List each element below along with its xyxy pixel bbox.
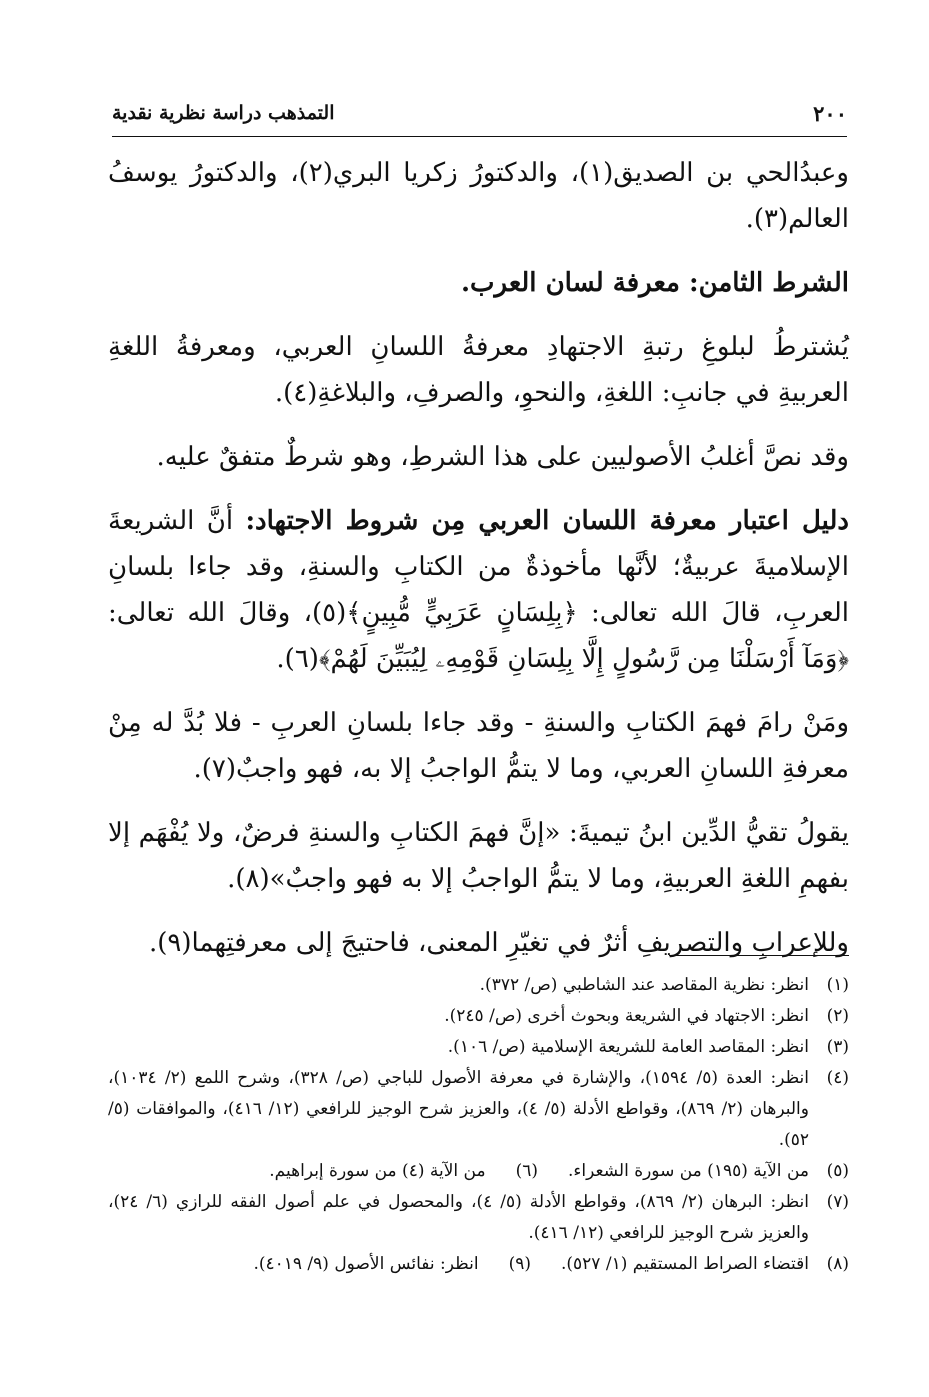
footnote-number: (٦) xyxy=(515,1161,539,1181)
footnote-text: انظر: نظرية المقاصد عند الشاطبي (ص/ ٣٧٢). xyxy=(479,975,809,995)
footnote-number: (٧) xyxy=(826,1192,849,1212)
footnote xyxy=(108,1187,849,1249)
footnote xyxy=(108,1001,849,1032)
footnote xyxy=(108,1032,849,1063)
footnote-text: انظر: الاجتهاد في الشريعة وبحوث أخرى (ص/ ٢٤٥). xyxy=(444,1006,809,1026)
paragraph-text: أنَّ الشريعةَ الإسلاميةَ عربيةٌ؛ لأنَّها مأخوذةٌ من الكتابِ والسنةِ، وقد جاءا بلسانِ العربِ، قالَ الله تعالى: ﴿بِلِسَانٍ عَرَبِيٍّ مُّبِينٍ﴾(٥)، وقالَ الله تعالى: ﴿وَمَآ أَرْسَلْنَا مِن رَّسُولٍ إِلَّا بِلِسَانِ قَوْمِهِۦ لِيُبَيِّنَ لَهُمْ﴾(٦). xyxy=(108,506,850,674)
section-heading: الشرط الثامن: معرفة لسان العرب. xyxy=(460,268,849,298)
footnote-pair xyxy=(269,1156,809,1187)
paragraph: ومَنْ رامَ فهمَ الكتابِ والسنةِ - وقد جاءا بلسانِ العربِ - فلا بُدَّ له مِنْ معرفةِ اللسانِ العربي، وما لا يتمُّ الواجبُ إلا به، فهو واجبٌ(٧). xyxy=(108,708,849,784)
footnote-text: انظر: المقاصد العامة للشريعة الإسلامية (ص/ ١٠٦). xyxy=(447,1037,809,1057)
footnote-number: (٢) xyxy=(826,1006,849,1026)
footnotes xyxy=(108,970,849,1280)
footnote xyxy=(108,1063,849,1156)
footnote-separator xyxy=(669,955,849,956)
footnote-text: انظر: العدة (٥/ ١٥٩٤)، والإشارة في معرفة الأصول للباجي (ص/ ٣٢٨)، وشرح اللمع (٢/ ١٠٣٤)، والبرهان (٢/ ٨٦٩)، وقواطع الأدلة (٥/ ٤)، والعزيز شرح الوجيز للرافعي (١٢/ ٤١٦)، والموافقات (٥/ ٥٢). xyxy=(108,1068,809,1150)
paragraph: وقد نصَّ أغلبُ الأصوليين على هذا الشرطِ، وهو شرطٌ متفقٌ عليه. xyxy=(156,442,849,472)
footnote-text: من الآية (١٩٥) من سورة الشعراء. xyxy=(568,1161,809,1181)
paragraph: وللإعرابِ والتصريفِ أثرٌ في تغيّرِ المعنى، فاحتيجَ إلى معرفتِهما(٩). xyxy=(148,928,849,958)
main-text xyxy=(108,150,849,984)
footnote-text: من الآية (٤) من سورة إبراهيم. xyxy=(269,1161,486,1181)
page-header xyxy=(112,90,847,137)
running-title: التمذهب دراسة نظرية نقدية xyxy=(112,102,335,124)
footnote-text: انظر: نفائس الأصول (٩/ ٤٠١٩). xyxy=(253,1254,479,1274)
paragraph xyxy=(108,498,849,682)
paragraph: وعبدُالحي بن الصديق(١)، والدكتورُ زكريا البري(٢)، والدكتورُ يوسفُ العالم(٣). xyxy=(108,158,849,234)
footnote xyxy=(108,970,849,1001)
footnote-number: (٣) xyxy=(826,1037,849,1057)
evidence-lead: دليل اعتبار معرفة اللسان العربي مِن شروط الاجتهاد: xyxy=(245,506,849,536)
footnote xyxy=(108,1249,849,1280)
paragraph: يُشترطُ لبلوغِ رتبةِ الاجتهادِ معرفةُ اللسانِ العربي، ومعرفةُ اللغةِ العربيةِ في جانبِ: اللغةِ، والنحوِ، والصرفِ، والبلاغةِ(٤). xyxy=(108,332,849,408)
footnote-number: (١) xyxy=(826,975,849,995)
footnote-text: انظر: البرهان (٢/ ٨٦٩)، وقواطع الأدلة (٥/ ٤)، والمحصول في علم أصول الفقه للرازي (٦/ ٢٤)، والعزيز شرح الوجيز للرافعي (١٢/ ٤١٦). xyxy=(108,1192,809,1243)
footnote-number: (٨) xyxy=(826,1254,849,1274)
footnote-text: اقتضاء الصراط المستقيم (١/ ٥٢٧). xyxy=(560,1254,809,1274)
footnote-number: (٥) xyxy=(826,1161,849,1181)
footnote xyxy=(108,1156,849,1187)
footnote-pair xyxy=(253,1249,809,1280)
paragraph: يقولُ تقيُّ الدِّين ابنُ تيميةَ: «إنَّ فهمَ الكتابِ والسنةِ فرضٌ، ولا يُفْهَم إلا بفهمِ اللغةِ العربيةِ، وما لا يتمُّ الواجبُ إلا به فهو واجبٌ»(٨). xyxy=(108,818,849,894)
footnote-number: (٤) xyxy=(826,1068,849,1088)
footnote-number: (٩) xyxy=(508,1254,531,1274)
page-number: ٢٠٠ xyxy=(813,100,847,126)
